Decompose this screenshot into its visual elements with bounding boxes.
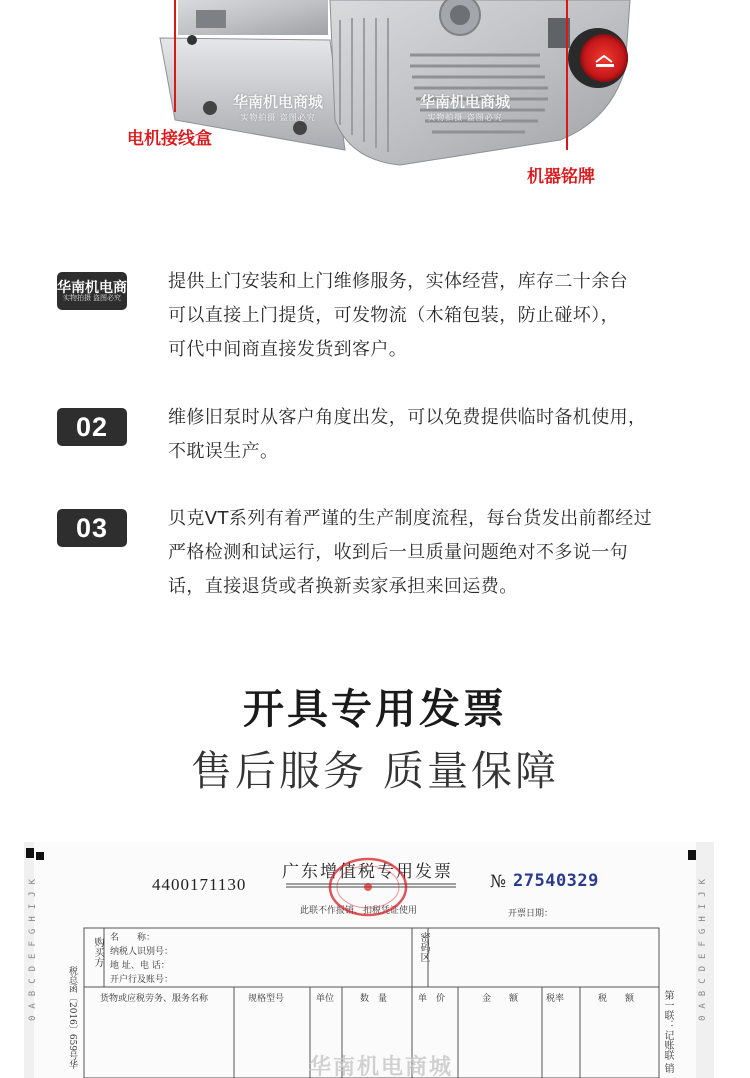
invoice-copy-note: 第一联：记账联 销 xyxy=(662,990,673,1074)
buyer-field-bank: 开户行及账号： xyxy=(110,975,174,985)
buyer-field-address: 地 址、电 话： xyxy=(110,961,170,971)
invoice-heading: 开具专用发票 xyxy=(243,685,507,733)
invoice-date-label: 开票日期： xyxy=(508,909,554,919)
invoice-watermark: 华南机电商城 xyxy=(309,1055,454,1078)
col-quantity: 数 量 xyxy=(360,994,388,1004)
nameplate-label: 机器铭牌 xyxy=(527,167,595,187)
invoice-number: 27540329 xyxy=(513,871,599,891)
invoice-number-mark: № xyxy=(490,872,507,892)
col-unit-price: 单 价 xyxy=(418,994,446,1004)
list-item-01: 提供上门安装和上门维修服务，实体经营，库存二十余台 可以直接上门提货，可发物流（木箱包装，防止碰坏）， 可代中间商直接发货到客户。 xyxy=(168,271,628,360)
badge-logo-sub: 实物拍摄 盗图必究 xyxy=(63,294,121,302)
item-badge-02: 02 xyxy=(57,408,127,446)
vacuum-pump-image xyxy=(0,0,750,210)
photo-watermark-right: 华南机电商城 实物拍摄 盗图必究 xyxy=(420,93,511,122)
col-unit: 单位 xyxy=(316,994,335,1004)
list-item-03: 贝克VT系列有着严谨的生产制度流程，每台货发出前都经过 严格检测和试运行，收到后一旦质量问题绝对不多说一句 话，直接退货或者换新卖家承担来回运费。 xyxy=(168,508,653,597)
photo-watermark-left: 华南机电商城 实物拍摄 盗图必究 xyxy=(233,93,324,122)
col-tax-amount: 税 额 xyxy=(598,994,635,1004)
invoice-side-letters-left: 0ABCDEFGHIJK xyxy=(28,872,38,1022)
invoice-side-note-left: 税总函〔2016〕659号华 xyxy=(67,966,77,1070)
invoice-code: 4400171130 xyxy=(152,875,247,894)
junction-box-label: 电机接线盒 xyxy=(127,129,212,149)
invoice-subtitle: 此联不作报销、扣税凭证使用 xyxy=(300,906,418,916)
invoice-title: 广东增值税专用发票 xyxy=(282,862,453,882)
badge-logo-title: 华南机电商 xyxy=(57,278,127,295)
col-spec: 规格型号 xyxy=(248,994,285,1004)
col-tax-rate: 税率 xyxy=(546,994,565,1004)
buyer-field-taxid: 纳税人识别号： xyxy=(110,947,174,957)
invoice-seal xyxy=(328,856,408,918)
list-item-02: 维修旧泵时从客户角度出发，可以免费提供临时备机使用， 不耽误生产。 xyxy=(168,407,647,462)
col-goods-name: 货物或应税劳务、服务名称 xyxy=(100,994,209,1004)
vat-invoice-image xyxy=(24,842,714,1078)
invoice-side-letters-right: 0ABCDEFGHIJK xyxy=(698,872,708,1022)
product-photo xyxy=(0,0,750,210)
after-sales-heading: 售后服务 质量保障 xyxy=(190,747,560,795)
cipher-area-label: 密码区 xyxy=(418,932,429,962)
item-badge-01 xyxy=(57,272,127,310)
buyer-field-name: 名 称： xyxy=(110,933,156,943)
buyer-label: 购买方 xyxy=(92,937,103,967)
item-badge-03: 03 xyxy=(57,509,127,547)
col-amount: 金 额 xyxy=(482,994,519,1004)
